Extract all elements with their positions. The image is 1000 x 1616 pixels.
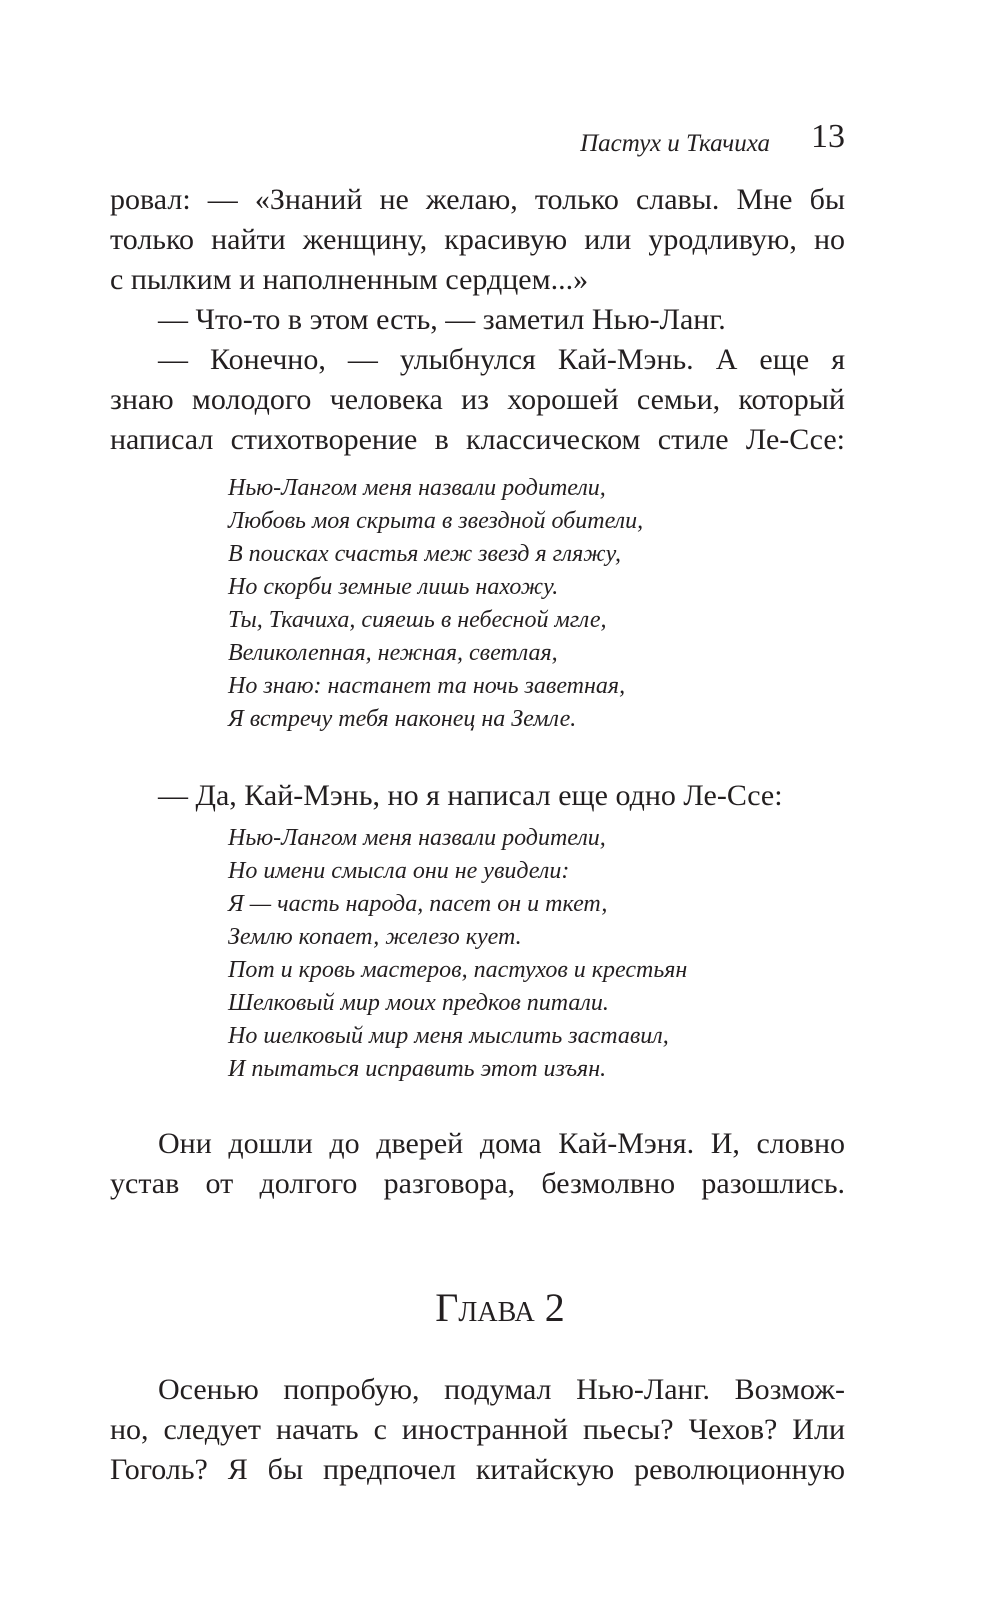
page-number: 13: [811, 118, 845, 155]
poem-line: Но имени смысла они не увидели:: [228, 858, 570, 884]
poem-line: Я — часть народа, пасет он и ткет,: [228, 891, 608, 917]
chapter-label: Глава: [435, 1285, 535, 1330]
text-line: но, следует начать с иностранной пьесы? Чехов? Или: [110, 1413, 845, 1446]
paragraph-block-2: [110, 776, 845, 816]
text-line: — Конечно, — улыбнулся Кай-Мэнь. А еще я: [158, 343, 845, 376]
text-line: написал стихотворение в классическом стиле Ле-Ссе:: [110, 423, 845, 456]
text-line: — Что-то в этом есть, — заметил Нью-Ланг.: [158, 303, 726, 336]
poem-line: Но скорби земные лишь нахожу.: [228, 574, 559, 600]
poem-line: Но знаю: настанет та ночь заветная,: [228, 673, 626, 699]
poem-line: Великолепная, нежная, светлая,: [228, 640, 558, 666]
text-line: знаю молодого человека из хорошей семьи, который: [110, 383, 845, 416]
paragraph-block-3: [110, 1124, 845, 1204]
running-title: Пастух и Ткачиха: [580, 130, 770, 157]
text-line: устав от долгого разговора, безмолвно разошлись.: [110, 1167, 845, 1200]
poem-line: Нью-Лангом меня назвали родители,: [228, 475, 606, 501]
page-header: [110, 118, 845, 168]
poem-2: [228, 822, 687, 1086]
text-line: — Да, Кай-Мэнь, но я написал еще одно Ле-Ссе:: [158, 779, 783, 812]
paragraph-block-1: [110, 180, 845, 460]
poem-line: Землю копает, железо кует.: [228, 924, 522, 950]
poem-line: В поисках счастья меж звезд я гляжу,: [228, 541, 622, 567]
poem-line: Нью-Лангом меня назвали родители,: [228, 825, 606, 851]
text-line: ровал: — «Знаний не желаю, только славы. Мне бы: [110, 183, 845, 216]
poem-line: Любовь моя скрыта в звездной обители,: [228, 508, 644, 534]
poem-line: Я встречу тебя наконец на Земле.: [228, 706, 577, 732]
text-line: Осенью попробую, подумал Нью-Ланг. Возмож-: [158, 1373, 845, 1406]
text-line: с пылким и наполненным сердцем...»: [110, 263, 589, 296]
poem-line: И пытаться исправить этот изъян.: [228, 1056, 607, 1082]
chapter-number: 2: [544, 1285, 565, 1330]
poem-line: Ты, Ткачиха, сияешь в небесной мгле,: [228, 607, 607, 633]
text-line: Они дошли до дверей дома Кай-Мэня. И, словно: [158, 1127, 845, 1160]
poem-1: [228, 472, 643, 736]
poem-line: Шелковый мир моих предков питали.: [228, 990, 609, 1016]
text-line: Гоголь? Я бы предпочел китайскую революционную: [110, 1453, 845, 1486]
paragraph-block-4: [110, 1370, 845, 1490]
text-line: только найти женщину, красивую или уродливую, но: [110, 223, 845, 256]
poem-line: Пот и кровь мастеров, пастухов и крестьян: [228, 957, 688, 983]
poem-line: Но шелковый мир меня мыслить заставил,: [228, 1023, 669, 1049]
chapter-heading: [0, 1285, 1000, 1331]
